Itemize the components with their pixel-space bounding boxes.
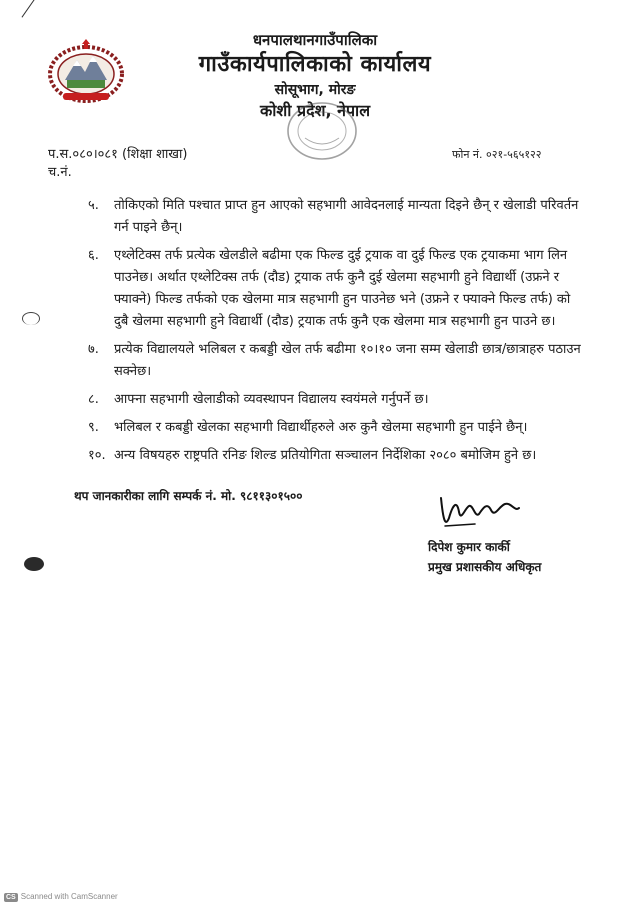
reference-block — [48, 146, 187, 182]
municipality-name: धनपालथानगाउँपालिका — [252, 31, 378, 49]
instruction-list — [88, 195, 588, 473]
list-item-text: एथ्लेटिक्स तर्फ प्रत्येक खेलडीले बढीमा एक फिल्ड दुई ट्रयाक वा दुई फिल्ड एक ट्रयाकमा भाग लिन पाउनेछ। अर्थात एथ्लेटिक्स तर्फ (दौड) ट्रयाक तर्फ कुनै दुई खेलमा सहभागी हुने विद्यार्थी (उफ्रने र फ्याक्ने) फिल्ड तर्फको एक खेलमा मात्र सहभागी हुन पाउनेछ भने (उफ्रने र फ्याक्ने फिल्ड तर्फ) को दुबै खेलमा सहभागी हुने विद्यार्थी (दौड) ट्रयाक तर्फ कुनै एक खेलमा मात्र सहभागी हुन पाउने छ। — [114, 248, 571, 329]
list-item-text: भलिबल र कबड्डी खेलका सहभागी विद्यार्थीहरुले अरु कुनै खेलमा सहभागी हुन पाईने छैन्। — [114, 420, 528, 435]
scanner-watermark — [4, 892, 118, 902]
punch-hole — [24, 557, 44, 571]
list-item — [88, 245, 588, 333]
list-item-number: ९. — [88, 420, 99, 435]
nepal-emblem-icon — [45, 38, 127, 104]
signatory-title: प्रमुख प्रशासकीय अधिकृत — [428, 560, 542, 574]
list-item-number: ६. — [88, 248, 99, 263]
list-item-number: १०. — [88, 448, 106, 463]
signatory-name: दिपेश कुमार कार्की — [428, 540, 510, 554]
office-name: गाउँकार्यपालिकाको कार्यालय — [198, 52, 432, 77]
list-item-number: ५. — [88, 198, 99, 213]
handwritten-signature — [435, 488, 525, 534]
list-item — [88, 339, 588, 383]
punch-hole-mark — [22, 312, 40, 325]
scan-edge-line — [21, 0, 39, 18]
list-item-text: अन्य विषयहरु राष्ट्रपति रनिङ शिल्ड प्रतियोगिता सञ्चालन निर्देशिका २०८० बमोजिम हुने छ। — [114, 448, 537, 463]
list-item — [88, 389, 588, 411]
list-item-number: ८. — [88, 392, 99, 407]
office-seal-stamp — [285, 100, 359, 162]
letter-reference-number: प.स.०८०।०८१ (शिक्षा शाखा) — [48, 147, 188, 162]
signatory-block — [428, 537, 578, 577]
office-phone: फोन नं. ०२१-५६५१२२ — [452, 148, 542, 161]
watermark-text: Scanned with CamScanner — [20, 892, 118, 901]
list-item-text: आफ्ना सहभागी खेलाडीको व्यवस्थापन विद्यालय स्वयंमले गर्नुपर्ने छ। — [114, 392, 429, 407]
camscanner-logo-icon: CS — [6, 894, 16, 901]
contact-line: थप जानकारीका लागि सम्पर्क नं. मो. ९८११३०१५०० — [74, 489, 303, 503]
list-item-text: तोकिएको मिति पश्चात प्राप्त हुन आएको सहभागी आवेदनलाई मान्यता दिइने छैन् र खेलाडी परिवर्तन गर्न पाइने छैन्। — [114, 198, 579, 235]
office-address: सोसूभाग, मोरङ — [274, 82, 356, 98]
list-item — [88, 445, 588, 467]
list-item — [88, 417, 588, 439]
province-country: कोशी प्रदेश, नेपाल — [259, 101, 371, 120]
list-item-text: प्रत्येक विद्यालयले भलिबल र कबड्डी खेल तर्फ बढीमा १०।१० जना सम्म खेलाडी छात्र/छात्राहरु पठाउन सक्नेछ। — [114, 342, 581, 379]
list-item-number: ७. — [88, 342, 99, 357]
list-item — [88, 195, 588, 239]
dispatch-number: च.नं. — [48, 165, 72, 180]
